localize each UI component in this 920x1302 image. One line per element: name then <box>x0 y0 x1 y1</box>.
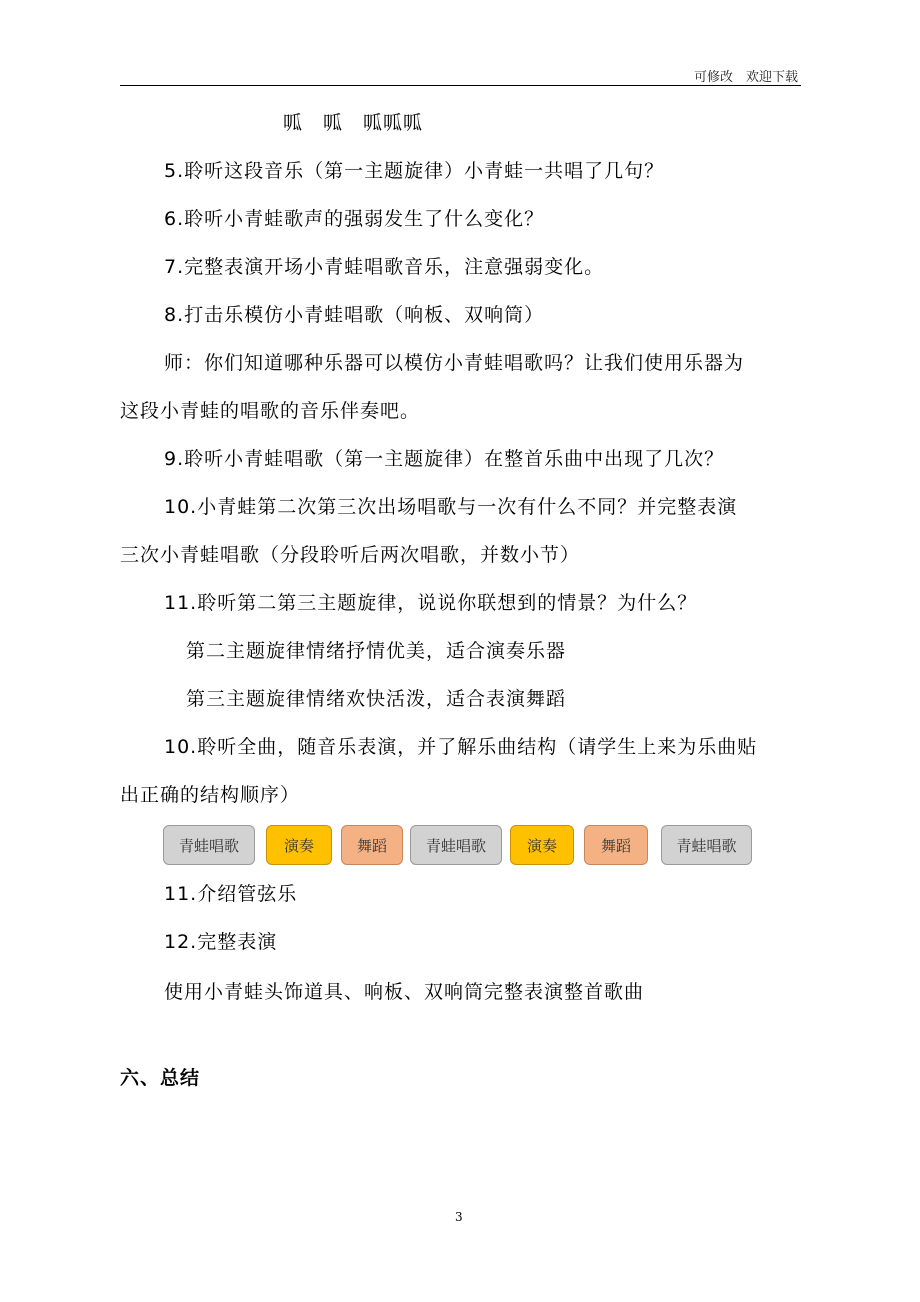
step-10-line-2: 出正确的结构顺序） <box>120 784 301 806</box>
structure-box-frog-singing: 青蛙唱歌 <box>661 825 752 865</box>
structure-box-dance: 舞蹈 <box>584 825 648 865</box>
header-rule <box>120 85 801 86</box>
step-12-detail: 使用小青蛙头饰道具、响板、双响筒完整表演整首歌曲 <box>164 981 645 1003</box>
answer-theme-2: 第二主题旋律情绪抒情优美，适合演奏乐器 <box>186 640 567 662</box>
step-8: 8.打击乐模仿小青蛙唱歌（响板、双响筒） <box>164 304 545 326</box>
header-text: 可修改 欢迎下载 <box>693 70 798 85</box>
question-10-line-2: 三次小青蛙唱歌（分段聆听后两次唱歌，并数小节） <box>120 544 581 566</box>
structure-box-dance: 舞蹈 <box>341 825 403 865</box>
question-5: 5.聆听这段音乐（第一主题旋律）小青蛙一共唱了几句？ <box>164 160 665 182</box>
step-7: 7.完整表演开场小青蛙唱歌音乐，注意强弱变化。 <box>164 256 605 278</box>
answer-theme-3: 第三主题旋律情绪欢快活泼，适合表演舞蹈 <box>186 688 567 710</box>
structure-box-frog-singing: 青蛙唱歌 <box>410 825 502 865</box>
page-number: 3 <box>455 1210 463 1224</box>
question-9: 9.聆听小青蛙唱歌（第一主题旋律）在整首乐曲中出现了几次？ <box>164 448 725 470</box>
structure-box-play: 演奏 <box>266 825 332 865</box>
teacher-line-1: 师：你们知道哪种乐器可以模仿小青蛙唱歌吗？让我们使用乐器为 <box>164 352 745 374</box>
teacher-line-2: 这段小青蛙的唱歌的音乐伴奏吧。 <box>120 400 421 422</box>
frog-sound-line: 呱 呱 呱呱呱 <box>283 112 424 134</box>
structure-box-play: 演奏 <box>510 825 574 865</box>
step-11: 11.介绍管弦乐 <box>164 883 298 905</box>
step-12: 12.完整表演 <box>164 931 278 953</box>
structure-box-frog-singing: 青蛙唱歌 <box>163 825 255 865</box>
step-10-line-1: 10.聆听全曲，随音乐表演，并了解乐曲结构（请学生上来为乐曲贴 <box>164 736 758 758</box>
question-10-line-1: 10.小青蛙第二次第三次出场唱歌与一次有什么不同？并完整表演 <box>164 496 738 518</box>
section-title: 六、总结 <box>120 1067 201 1089</box>
question-6: 6.聆听小青蛙歌声的强弱发生了什么变化？ <box>164 208 545 230</box>
question-11: 11.聆听第二第三主题旋律，说说你联想到的情景？为什么？ <box>164 592 698 614</box>
